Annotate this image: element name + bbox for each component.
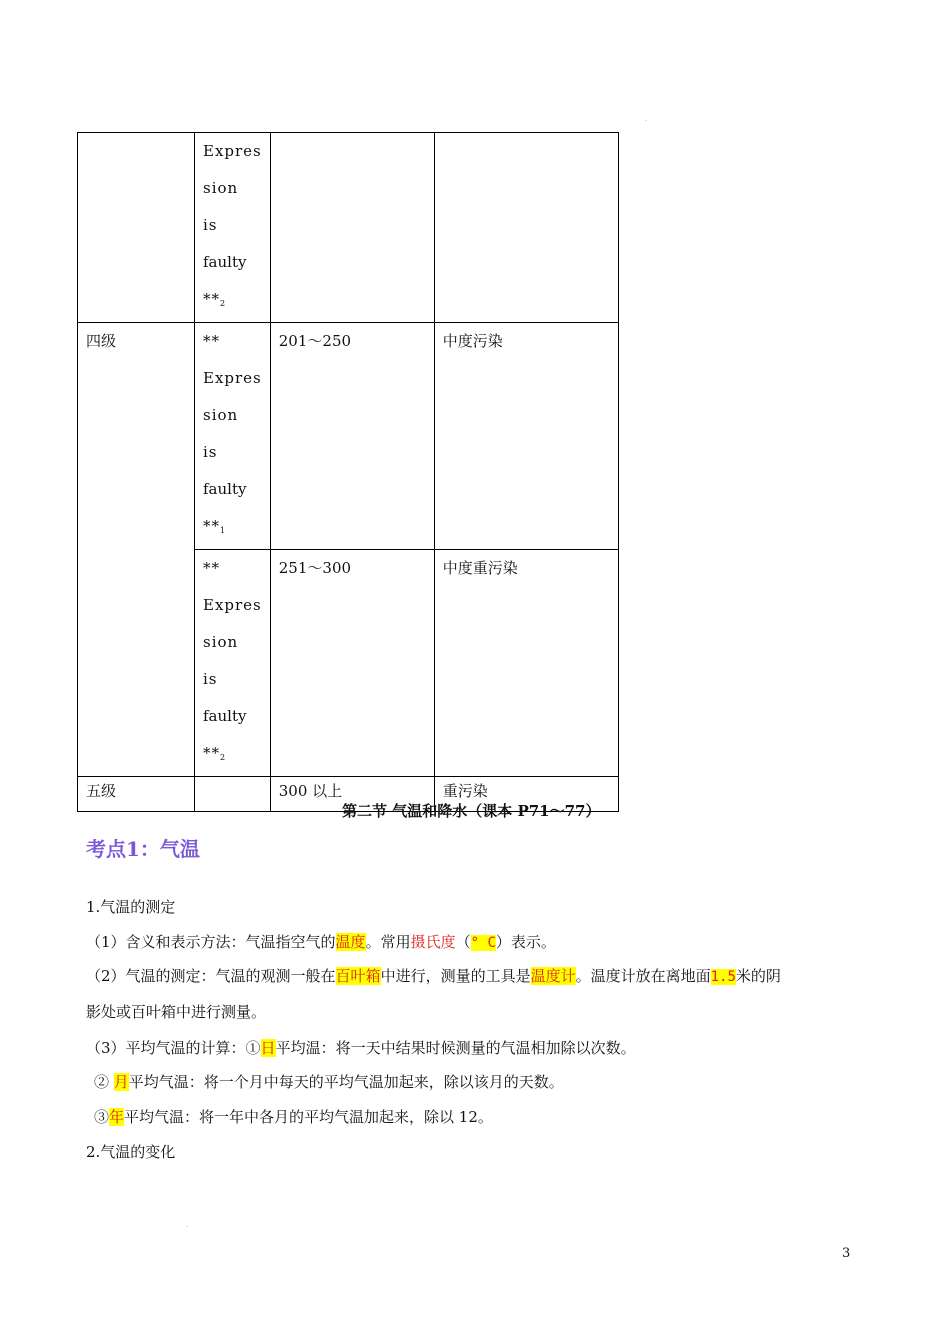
cell-subscript: 1 <box>220 526 227 535</box>
cell-tail: ** <box>203 290 220 308</box>
table-cell-category: 中度污染 <box>434 323 618 550</box>
text: （ <box>455 933 471 951</box>
text: ③ <box>94 1108 110 1126</box>
corner-mark-top: . <box>645 116 647 123</box>
paragraph-definition <box>86 931 556 952</box>
paragraph-measurement <box>86 965 781 986</box>
highlight-unit: ° C <box>470 935 496 951</box>
corner-mark-bottom: . <box>186 1222 188 1229</box>
cell-line: is <box>203 443 218 461</box>
text: （3）平均气温的计算：① <box>86 1039 261 1057</box>
table-cell-index <box>195 550 271 777</box>
highlight-thermometer: 温度计 <box>530 967 576 985</box>
table-cell-range <box>270 133 434 323</box>
cell-subscript: 2 <box>220 753 227 762</box>
cell-subscript: 2 <box>220 299 227 308</box>
table-cell-range: 251～300 <box>270 550 434 777</box>
cell-line: faulty <box>203 480 247 498</box>
table-cell-category: 中度重污染 <box>434 550 618 777</box>
cell-line: sion <box>203 633 239 651</box>
table-row <box>78 323 619 550</box>
cell-line <box>203 281 262 322</box>
cell-line: Expres <box>203 369 262 387</box>
cell-line <box>203 508 262 549</box>
table-cell-level: 四级 <box>78 323 195 777</box>
text: 平均气温：将一年中各月的平均气温加起来，除以 12。 <box>124 1108 493 1126</box>
aqi-table <box>77 132 619 812</box>
cell-line: faulty <box>203 707 247 725</box>
cell-line: Expres <box>203 142 262 160</box>
text: （1）含义和表示方法：气温指空气的 <box>86 933 336 951</box>
table-cell-level: 五级 <box>78 777 195 812</box>
page-number: 3 <box>842 1246 851 1261</box>
highlight-height: 1.5 <box>710 969 736 985</box>
table-cell-range: 300 以上 <box>270 777 434 812</box>
text: 平均气温：将一个月中每天的平均气温加起来，除以该月的天数。 <box>128 1073 564 1091</box>
cell-line: ** <box>203 559 220 577</box>
cell-line: sion <box>203 406 239 424</box>
table-cell-index <box>195 777 271 812</box>
table-row <box>78 133 619 323</box>
highlight-temperature: 温度 <box>335 933 366 951</box>
paragraph-daily-average <box>86 1037 636 1058</box>
text: 。温度计放在离地面 <box>575 967 711 985</box>
cell-line <box>203 735 262 776</box>
table-cell-index <box>195 323 271 550</box>
text: ② <box>94 1073 114 1091</box>
table-cell-level <box>78 133 195 323</box>
highlight-shutter-box: 百叶箱 <box>335 967 381 985</box>
cell-tail: ** <box>203 744 220 762</box>
cell-line: faulty <box>203 253 247 271</box>
table-cell-index <box>195 133 271 323</box>
paragraph-yearly-average <box>94 1106 493 1127</box>
kaodian-heading: 考点1：气温 <box>86 837 200 861</box>
highlight-month: 月 <box>113 1073 129 1091</box>
cell-line: is <box>203 670 218 688</box>
text: （2）气温的测定：气温的观测一般在 <box>86 967 336 985</box>
section-title-text: 第二节 气温和降水（课本 P71～77） <box>342 802 601 820</box>
cell-tail: ** <box>203 517 220 535</box>
cell-line: sion <box>203 179 239 197</box>
text: 米的阴 <box>735 967 781 985</box>
paragraph-measurement-cont: 影处或百叶箱中进行测量。 <box>86 1003 267 1021</box>
item1-heading: 1.气温的测定 <box>86 898 176 916</box>
text: 中进行，测量的工具是 <box>380 967 531 985</box>
table-cell-range: 201～250 <box>270 323 434 550</box>
highlight-year: 年 <box>109 1108 125 1126</box>
cell-line: Expres <box>203 596 262 614</box>
text: 。常用 <box>365 933 411 951</box>
red-celsius: 摄氏度 <box>410 933 456 951</box>
section-title <box>342 800 600 821</box>
table-cell-category <box>434 133 618 323</box>
highlight-day: 日 <box>260 1039 276 1057</box>
text: ）表示。 <box>495 933 556 951</box>
cell-line: ** <box>203 332 220 350</box>
cell-line: is <box>203 216 218 234</box>
table-cell-category: 重污染 <box>434 777 618 812</box>
paragraph-monthly-average <box>94 1071 564 1092</box>
text: 平均温：将一天中结果时候测量的气温相加除以次数。 <box>275 1039 636 1057</box>
item2-heading: 2.气温的变化 <box>86 1143 176 1161</box>
